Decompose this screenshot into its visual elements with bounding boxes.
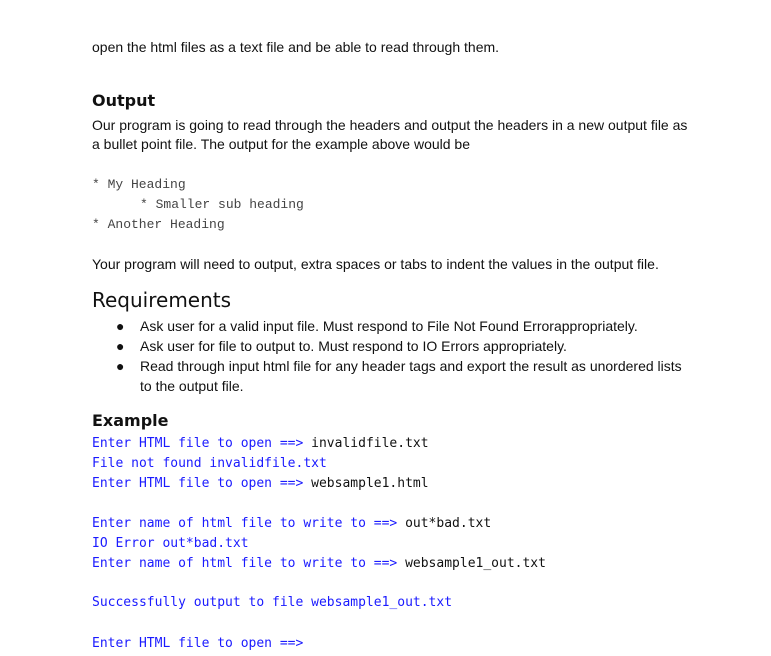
- console-prompt: Successfully output to file websample1_out.txt: [92, 595, 453, 610]
- console-input: invalidfile.txt: [311, 436, 429, 451]
- tree-item-level-1: * My Heading: [92, 177, 186, 192]
- console-line: [92, 474, 429, 494]
- console-input: websample1_out.txt: [405, 556, 546, 571]
- requirement-text: to the output file.: [140, 378, 244, 394]
- requirement-item: [92, 316, 732, 336]
- console-line: [92, 554, 546, 574]
- requirement-item: [92, 336, 732, 356]
- console-line: [92, 634, 303, 654]
- console-input: out*bad.txt: [405, 516, 492, 531]
- console-prompt: Enter name of html file to write to ==>: [92, 516, 406, 531]
- requirement-item: [92, 356, 732, 376]
- console-prompt: Enter HTML file to open ==>: [92, 476, 312, 491]
- requirement-text: Read through input html file for any header tags and export the result as unordered lists: [140, 358, 682, 374]
- output-paragraph-line-2: a bullet point file. The output for the example above would be: [92, 136, 470, 152]
- requirement-text: Ask user for a valid input file. Must respond to File Not Found Errorappropriately.: [140, 318, 638, 334]
- console-line: [92, 593, 452, 613]
- bullet-icon: ●: [116, 358, 125, 374]
- console-line: [92, 434, 429, 454]
- intro-text: open the html files as a text file and be able to read through them.: [92, 39, 500, 55]
- console-input: websample1.html: [311, 476, 429, 491]
- console-prompt: Enter HTML file to open ==>: [92, 636, 304, 651]
- output-heading: Output: [92, 91, 156, 110]
- console-prompt: IO Error out*bad.txt: [92, 536, 249, 551]
- console-prompt: File not found invalidfile.txt: [92, 456, 327, 471]
- console-prompt: Enter HTML file to open ==>: [92, 436, 312, 451]
- requirements-heading: Requirements: [92, 288, 232, 312]
- requirements-list: [92, 316, 732, 396]
- tree-item-level-2: * Smaller sub heading: [140, 197, 304, 212]
- example-heading: Example: [92, 411, 169, 430]
- bullet-icon: ●: [116, 338, 125, 354]
- example-output-tree: [92, 175, 304, 235]
- console-line: [92, 454, 327, 474]
- console-line: [92, 514, 491, 534]
- requirement-text: Ask user for file to output to. Must respond to IO Errors appropriately.: [140, 338, 567, 354]
- output-paragraph-line-1: Our program is going to read through the headers and output the headers in a new output file as: [92, 117, 688, 133]
- indent-note: Your program will need to output, extra spaces or tabs to indent the values in the output file.: [92, 256, 659, 272]
- bullet-icon: ●: [116, 318, 125, 334]
- requirement-item-continuation: [92, 376, 732, 396]
- console-line: [92, 534, 249, 554]
- console-prompt: Enter name of html file to write to ==>: [92, 556, 406, 571]
- tree-item-level-1: * Another Heading: [92, 217, 225, 232]
